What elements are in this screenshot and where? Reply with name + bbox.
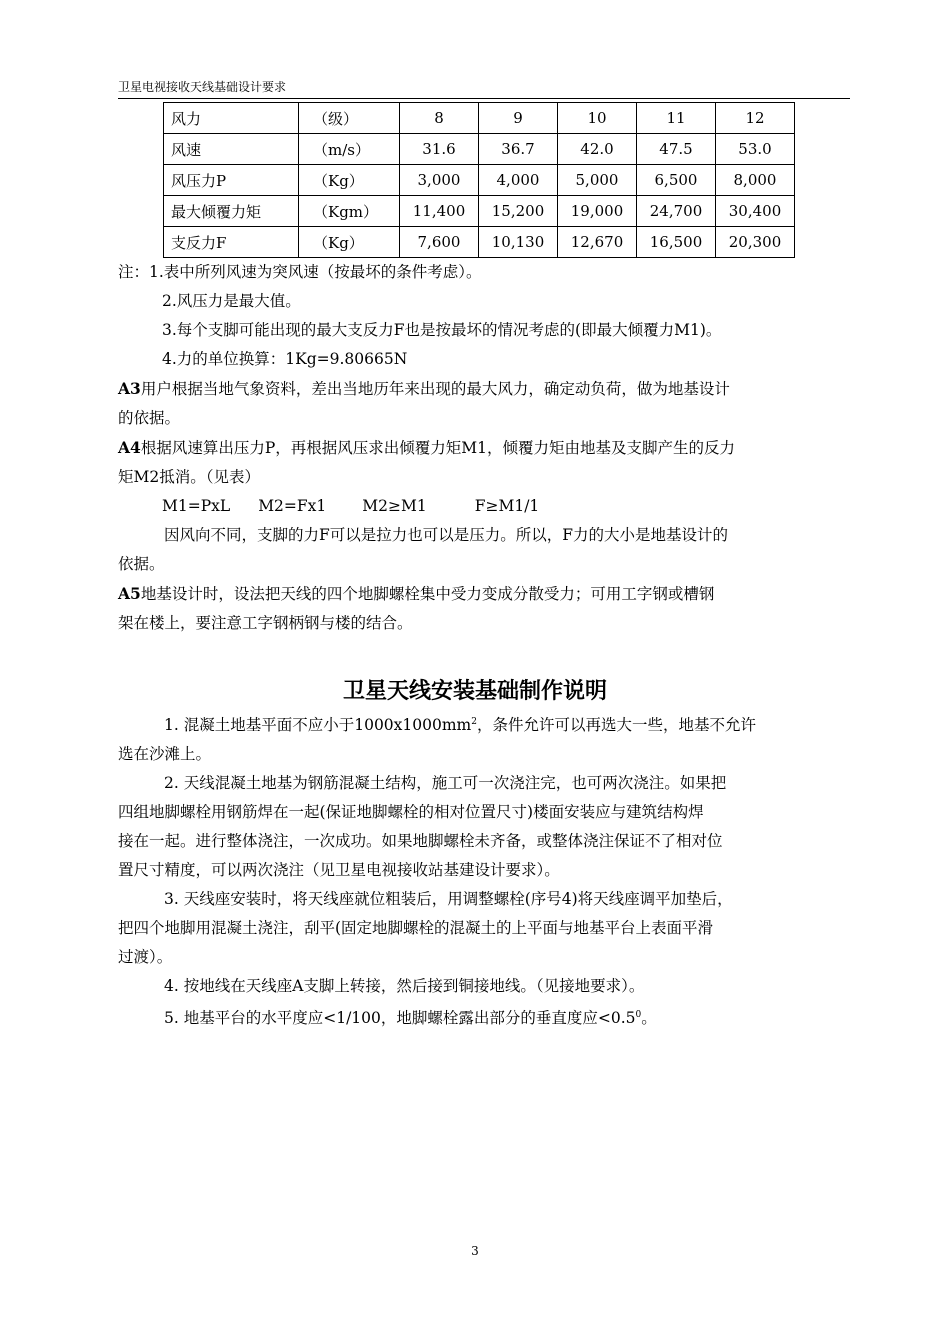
- table-row: [164, 165, 795, 196]
- formula-1: M1=PxL: [162, 497, 231, 515]
- item-5-sup: 0: [635, 1010, 642, 1021]
- table-value-cell: 20,300: [716, 227, 795, 258]
- table-value-cell: 30,400: [716, 196, 795, 227]
- formula-line: [118, 492, 853, 521]
- table-row: [164, 103, 795, 134]
- item-2-line-1: 2. 天线混凝土地基为钢筋混凝土结构，施工可一次浇注完，也可两次浇注。如果把: [164, 774, 727, 793]
- table-value-cell: 9: [479, 103, 558, 134]
- table-value-cell: 5,000: [558, 165, 637, 196]
- item-4-line-1: 4. 按地线在天线座A支脚上转接，然后接到铜接地线。（见接地要求）。: [164, 977, 645, 996]
- table-unit-cell: （m/s）: [299, 134, 400, 165]
- table-row-label: 风速: [164, 134, 299, 165]
- table-value-cell: 8: [400, 103, 479, 134]
- wind-para-line-2: 依据。: [118, 555, 165, 573]
- note-4: 4.力的单位换算：1Kg=9.80665N: [162, 350, 408, 368]
- item-5-line-1: [118, 1001, 853, 1033]
- item-1-text-b: ，条件允许可以再选大一些，地基不允许: [476, 716, 756, 735]
- table-value-cell: 7,600: [400, 227, 479, 258]
- table-value-cell: 11: [637, 103, 716, 134]
- table-row: [164, 196, 795, 227]
- a4-line-1: [118, 433, 853, 463]
- table-unit-cell: （Kg）: [299, 165, 400, 196]
- table-value-cell: 10,130: [479, 227, 558, 258]
- item-3-line-3: 过渡）。: [118, 948, 173, 967]
- table-value-cell: 11,400: [400, 196, 479, 227]
- item-2-line-4: 置尺寸精度，可以两次浇注（见卫星电视接收站基建设计要求）。: [118, 861, 560, 880]
- a3-label: A3: [118, 379, 141, 398]
- header-title: 卫星电视接收天线基础设计要求: [118, 80, 287, 94]
- items-block: [118, 708, 853, 1033]
- a5-text: 地基设计时，设法把天线的四个地脚螺栓集中受力变成分散受力；可用工字钢或槽钢: [140, 585, 715, 603]
- item-1-sup: 2: [471, 717, 477, 727]
- item-3-line-2: 把四个地脚用混凝土浇注，刮平(固定地脚螺栓的混凝土的上平面与地基平台上表面平滑: [118, 919, 714, 938]
- table-value-cell: 12,670: [558, 227, 637, 258]
- table-row-label: 风压力P: [164, 165, 299, 196]
- item-3-line-1: 3. 天线座安装时，将天线座就位粗装后，用调整螺栓(序号4)将天线座调平加垫后，: [164, 890, 733, 909]
- table-value-cell: 12: [716, 103, 795, 134]
- item-1-text-a: 1. 混凝土地基平面不应小于1000x1000mm: [164, 716, 472, 735]
- table-value-cell: 24,700: [637, 196, 716, 227]
- table-unit-cell: （Kgm）: [299, 196, 400, 227]
- item-5-text-a: 5. 地基平台的水平度应<1/100，地脚螺栓露出部分的垂直度应<0.5: [164, 1009, 636, 1028]
- table-unit-cell: （Kg）: [299, 227, 400, 258]
- table-value-cell: 6,500: [637, 165, 716, 196]
- formula-3: M2≥M1: [362, 497, 427, 515]
- section-title: 卫星天线安装基础制作说明: [342, 679, 607, 704]
- formula-2: M2=Fx1: [258, 497, 327, 515]
- table-value-cell: 42.0: [558, 134, 637, 165]
- table-unit-cell: （级）: [299, 103, 400, 134]
- table-value-cell: 47.5: [637, 134, 716, 165]
- page-header: [118, 76, 850, 99]
- table-value-cell: 10: [558, 103, 637, 134]
- item-5-text-b: 。: [641, 1009, 657, 1028]
- wind-para-line-1: 因风向不同，支脚的力F可以是拉力也可以是压力。所以，F力的大小是地基设计的: [164, 526, 729, 544]
- a3-line-2: 的依据。: [118, 409, 181, 427]
- table-value-cell: 15,200: [479, 196, 558, 227]
- table-value-cell: 3,000: [400, 165, 479, 196]
- item-1-line-2: 选在沙滩上。: [118, 745, 212, 764]
- formula-4: F≥M1/1: [474, 497, 540, 515]
- note-2: 2.风压力是最大值。: [162, 292, 301, 310]
- item-2-line-2: 四组地脚螺栓用钢筋焊在一起(保证地脚螺栓的相对位置尺寸)楼面安装应与建筑结构焊: [118, 803, 704, 822]
- table-value-cell: 19,000: [558, 196, 637, 227]
- a4-line-2: 矩M2抵消。（见表）: [118, 468, 260, 486]
- item-1-line-1: [118, 708, 853, 740]
- table-value-cell: 53.0: [716, 134, 795, 165]
- table-row: [164, 227, 795, 258]
- table-value-cell: 8,000: [716, 165, 795, 196]
- a5-label: A5: [118, 584, 141, 603]
- a3-line-1: [118, 374, 853, 404]
- page-number: 3: [471, 1244, 479, 1258]
- table-value-cell: 31.6: [400, 134, 479, 165]
- table-row-label: 支反力F: [164, 227, 299, 258]
- item-2-line-3: 接在一起。进行整体浇注，一次成功。如果地脚螺栓未齐备，或整体浇注保证不了相对位: [118, 832, 723, 851]
- a3-text: 用户根据当地气象资料，差出当地历年来出现的最大风力，确定动负荷，做为地基设计: [140, 380, 730, 398]
- table-row-label: 最大倾覆力矩: [164, 196, 299, 227]
- a5-line-2: 架在楼上，要注意工字钢柄钢与楼的结合。: [118, 614, 413, 632]
- table-value-cell: 4,000: [479, 165, 558, 196]
- table-value-cell: 16,500: [637, 227, 716, 258]
- a4-label: A4: [118, 438, 141, 457]
- note-3: 3.每个支脚可能出现的最大支反力F也是按最坏的情况考虑的(即最大倾覆力M1)。: [162, 321, 722, 339]
- notes-block: [118, 258, 853, 638]
- table-row: [164, 134, 795, 165]
- a5-line-1: [118, 579, 853, 609]
- note-1: 注：1.表中所列风速为突风速（按最坏的条件考虑）。: [118, 263, 482, 281]
- wind-force-table: [163, 102, 795, 258]
- table-value-cell: 36.7: [479, 134, 558, 165]
- table-row-label: 风力: [164, 103, 299, 134]
- a4-text: 根据风速算出压力P，再根据风压求出倾覆力矩M1，倾覆力矩由地基及支脚产生的反力: [140, 439, 735, 457]
